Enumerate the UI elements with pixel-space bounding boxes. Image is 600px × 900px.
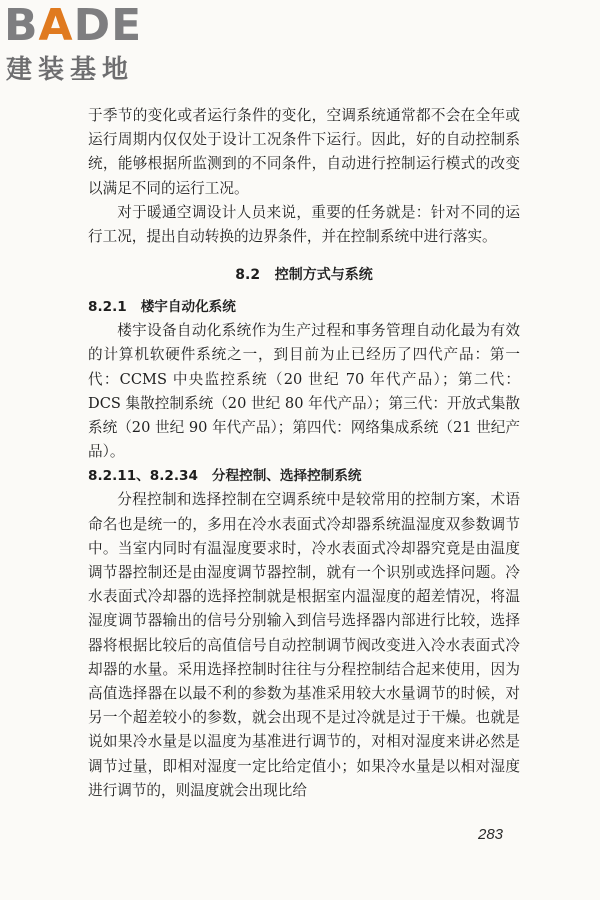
subsection-title: 分程控制、选择控制系统 — [211, 468, 362, 485]
body-paragraph: 分程控制和选择控制在空调系统中是较常用的控制方案，术语命名也是统一的，多用在冷水表面式冷却器系统温湿度双参数调节中。当室内同时有温湿度要求时，冷水表面式冷却器究竟是由温度调节器控制还是由湿度调节器控制，就有一个识别或选择问题。冷水表面式冷却器的选择控制就是根据室内温湿度的超差情况，将温湿度调节器输出的信号分别输入到信号选择器内部进行比较，选择器将根据比较后的高值信号自动控制调节阀改变进入冷水表面式冷却器的水量。采用选择控制时往往与分程控制结合起来使用，因为高值选择器在以最不利的参数为基准采用较大水量调节的时候，对另一个超差较小的参数，就会出现不是过冷就是过于干燥。也就是说如果冷水量是以温度为基准进行调节的，对相对湿度来讲必然是调节过量，即相对湿度一定比给定值小；如果冷水量是以相对湿度进行调节的，则温度就会出现比给 — [88, 491, 520, 799]
body-paragraph: 对于暖通空调设计人员来说，重要的任务就是：针对不同的运行工况，提出自动转换的边界条件，并在控制系统中进行落实。 — [88, 203, 520, 246]
page-number: 283 — [478, 826, 504, 843]
subsection-title: 楼宇自动化系统 — [140, 299, 236, 316]
section-heading — [88, 263, 520, 287]
publisher-logo — [4, 2, 184, 94]
subsection-heading — [88, 295, 520, 319]
subsection-heading — [88, 464, 520, 488]
body-paragraph: 于季节的变化或者运行条件的变化，空调系统通常都不会在全年或运行周期内仅仅处于设计工况条件下运行。因此，好的自动控制系统，能够根据所监测到的不同条件，自动进行控制运行模式的改变以满足不同的运行工况。 — [88, 107, 520, 197]
section-number: 8.2 — [235, 267, 261, 284]
subsection-number: 8.2.1 — [88, 299, 127, 316]
body-paragraph: 楼宇设备自动化系统作为生产过程和事务管理自动化最为有效的计算机软硬件系统之一，到目前为止已经历了四代产品：第一代：CCMS 中央监控系统（20 世纪 70 年代产品）；第二代：DCS 集散控制系统（20 世纪 80 年代产品）；第三代：开放式集散系统（20 世纪 90 年代产品）；第四代：网络集成系统（21 世纪产品）。 — [88, 322, 520, 461]
logo-wordmark: BADE — [4, 0, 143, 51]
section-title: 控制方式与系统 — [274, 267, 373, 284]
subsection-number: 8.2.11、8.2.34 — [88, 468, 198, 485]
page-body — [88, 104, 520, 803]
logo-subtitle: 建装基地 — [6, 55, 135, 85]
